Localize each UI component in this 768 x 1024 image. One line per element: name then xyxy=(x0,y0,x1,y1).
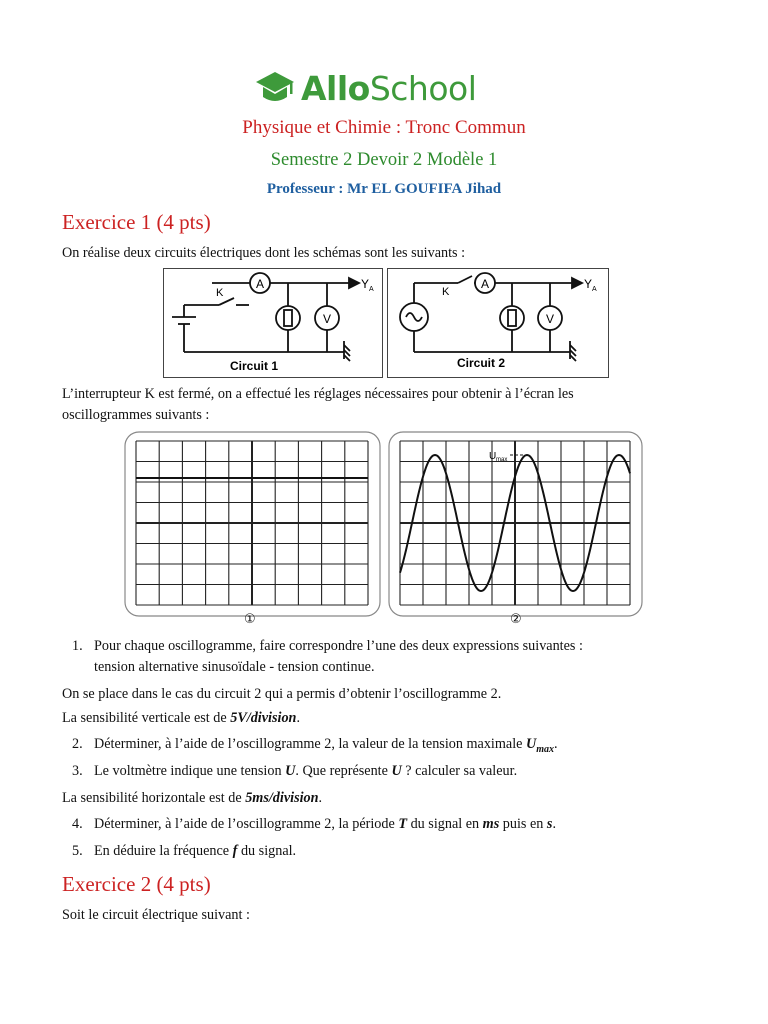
question-3-text-a: Le voltmètre indique une tension xyxy=(94,763,286,779)
exercise1-para3 xyxy=(62,708,712,728)
circuit-2-label: Circuit 2 xyxy=(457,356,506,370)
oscillogram-2 xyxy=(388,431,643,617)
ammeter-label: A xyxy=(256,277,265,291)
question-4-text-d: . xyxy=(552,816,556,832)
switch-k-label: K xyxy=(442,286,450,298)
para4-text: La sensibilité horizontale est de xyxy=(62,790,246,806)
para3-end: . xyxy=(296,710,300,726)
question-4-text-a: Déterminer, à l’aide de l’oscillogramme 2, la période xyxy=(94,816,399,832)
question-4-math-t: T xyxy=(398,816,408,832)
osc2-umax-subscript: max xyxy=(496,457,508,463)
exercise1-para2: On se place dans le cas du circuit 2 qui a permis d’obtenir l’oscillogramme 2. xyxy=(62,686,502,702)
teacher-name: Professeur : Mr EL GOUFIFA Jihad xyxy=(266,181,502,197)
question-3-text-c: ? calculer sa valeur. xyxy=(401,763,518,779)
question-3-number: 3. xyxy=(72,763,83,779)
para3-math: 5V/division xyxy=(230,710,297,726)
exercise1-intro: On réalise deux circuits électriques dont les schémas sont les suivants : xyxy=(62,245,466,261)
question-2-end: . xyxy=(554,736,558,752)
question-1-line2: tension alternative sinusoïdale - tension continue. xyxy=(94,659,375,675)
question-5 xyxy=(72,841,702,862)
question-4-math-ms: ms xyxy=(482,816,500,832)
question-1 xyxy=(72,636,702,678)
exercise1-para4 xyxy=(62,788,712,808)
osc2-caption: ② xyxy=(510,612,522,627)
circuit-1-label: Circuit 1 xyxy=(230,359,279,373)
ya-label: Y xyxy=(361,277,370,291)
para4-end: . xyxy=(318,790,323,806)
exercise1-para1-line2: oscillogrammes suivants : xyxy=(62,407,210,423)
semester-title: Semestre 2 Devoir 2 Modèle 1 xyxy=(270,150,498,170)
graduation-cap-icon xyxy=(255,70,295,106)
osc2-umax-label: U xyxy=(489,451,497,462)
circuit-1-diagram xyxy=(163,268,383,378)
para3-text: La sensibilité verticale est de xyxy=(62,710,231,726)
question-4 xyxy=(72,814,702,835)
question-2-math: U xyxy=(525,736,537,752)
exercise1-para1-line1: L’interrupteur K est fermé, on a effectué les réglages nécessaires pour obtenir à l’écran les xyxy=(62,386,574,402)
voltmeter-label: V xyxy=(546,312,555,326)
question-2 xyxy=(72,734,702,760)
question-4-text-c: puis en xyxy=(499,816,547,832)
question-4-math-s: s xyxy=(546,816,553,832)
para4-math: 5ms/division xyxy=(245,790,319,806)
exercise1-title: Exercice 1 (4 pts) xyxy=(62,210,211,234)
question-5-math-f: f xyxy=(232,843,238,859)
ammeter-label: A xyxy=(481,277,490,291)
switch-k-label: K xyxy=(216,287,224,299)
logo-text-regular: School xyxy=(369,68,477,108)
exercise2-title: Exercice 2 (4 pts) xyxy=(62,872,211,896)
exercise2-intro: Soit le circuit électrique suivant : xyxy=(62,907,250,923)
circuit-2-diagram xyxy=(387,268,609,378)
question-4-number: 4. xyxy=(72,816,83,832)
question-2-text: Déterminer, à l’aide de l’oscillogramme 2, la valeur de la tension maximale xyxy=(94,736,526,752)
oscillogram-1 xyxy=(124,431,381,617)
question-3 xyxy=(72,761,702,782)
question-3-math-u2: U xyxy=(391,763,402,779)
ya-subscript: A xyxy=(592,286,597,293)
question-1-line1: Pour chaque oscillogramme, faire correspondre l’une des deux expressions suivantes : xyxy=(94,638,583,654)
ya-subscript: A xyxy=(369,286,374,293)
ya-label: Y xyxy=(584,277,593,291)
logo-text-bold: Allo xyxy=(301,68,370,108)
question-2-math-sub: max xyxy=(536,743,555,755)
question-5-text-a: En déduire la fréquence xyxy=(94,843,233,859)
voltmeter-label: V xyxy=(323,312,332,326)
osc1-caption: ① xyxy=(244,612,256,627)
subject-title: Physique et Chimie : Tronc Commun xyxy=(242,117,526,138)
question-3-text-b: . Que représente xyxy=(295,763,392,779)
question-1-number: 1. xyxy=(72,638,83,654)
question-5-text-b: du signal. xyxy=(237,843,297,859)
question-4-text-b: du signal en xyxy=(407,816,483,832)
question-5-number: 5. xyxy=(72,843,83,859)
question-2-number: 2. xyxy=(72,736,83,752)
question-3-math-u1: U xyxy=(285,763,296,779)
alloschool-logo[interactable] xyxy=(255,66,476,110)
